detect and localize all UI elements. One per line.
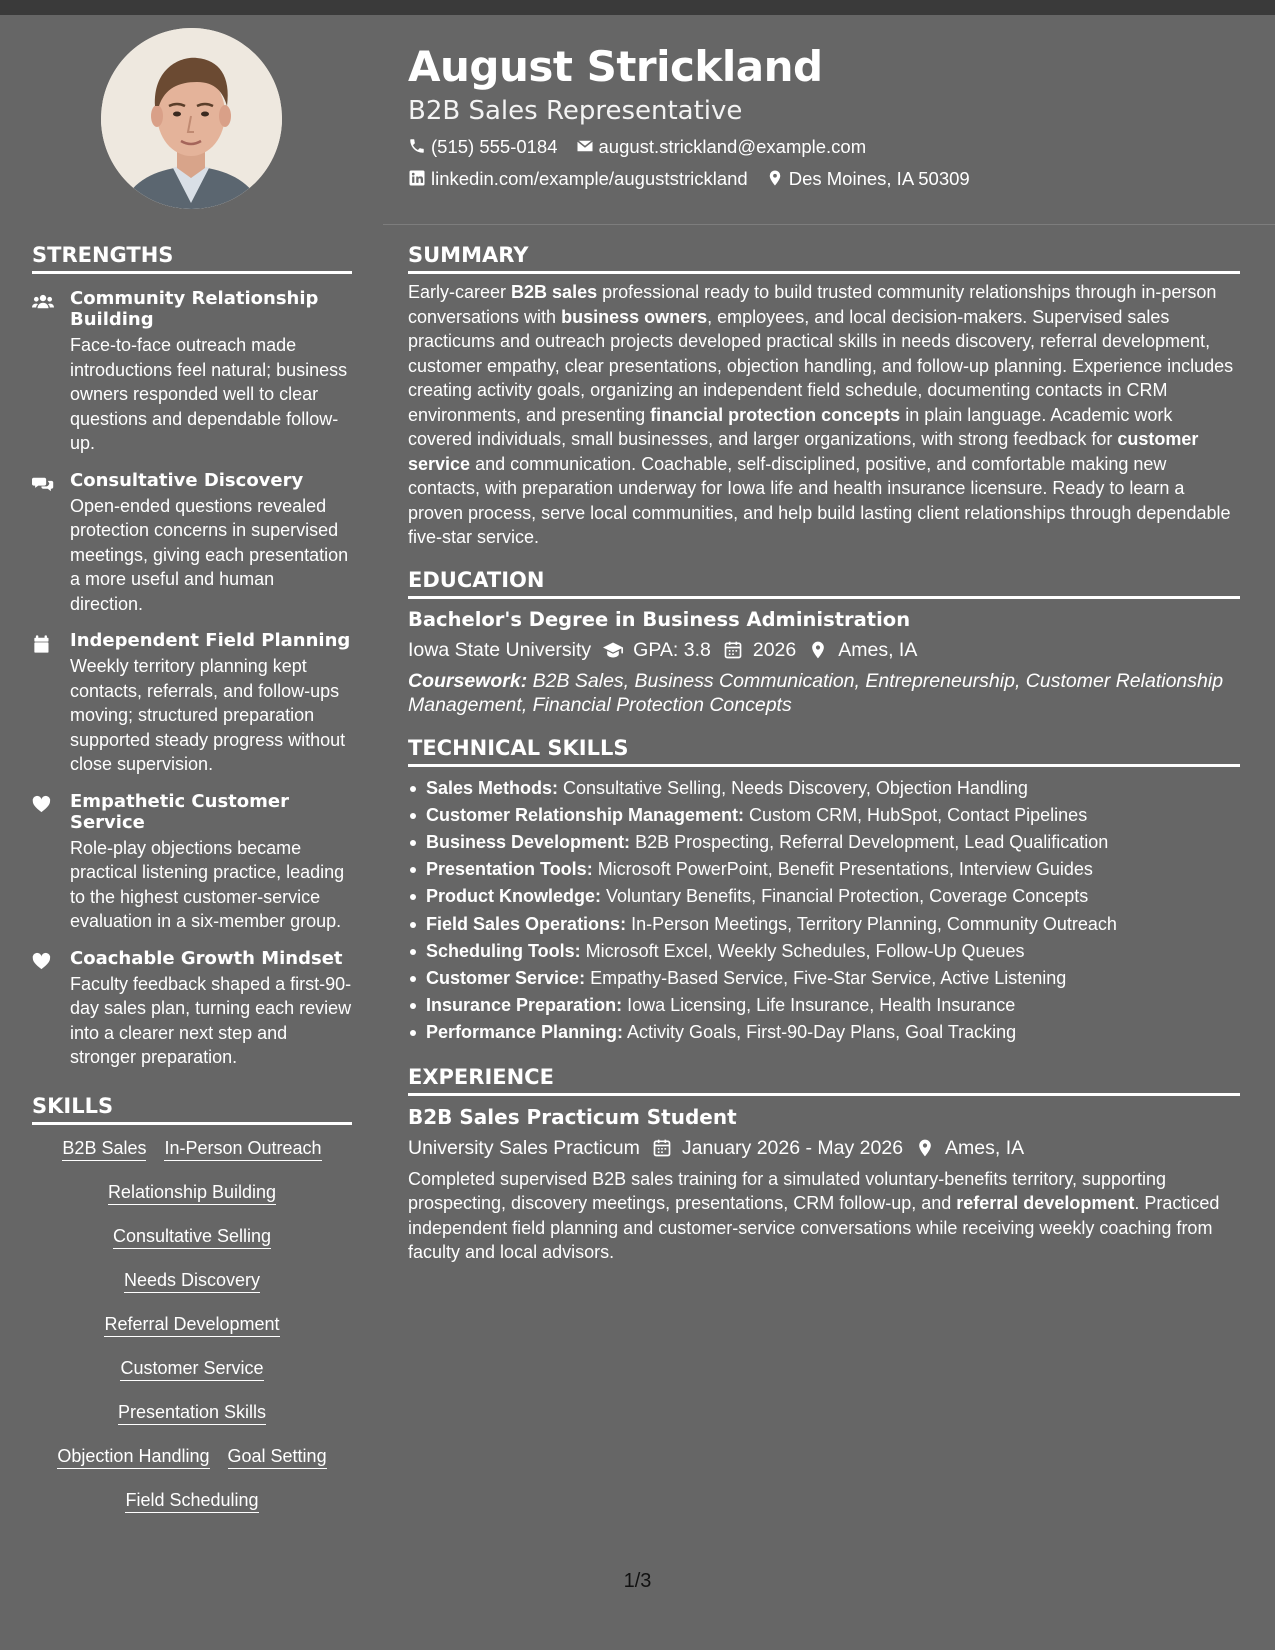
- skill-values: Microsoft PowerPoint, Benefit Presentations, Interview Guides: [592, 859, 1093, 880]
- linkedin-icon: [408, 169, 428, 189]
- summary-part: , employees, and local decision-makers. Supervised sales practicums and outreach projects developed practical skills in needs discovery, referral development, customer empathy, clear presentations, objection handling, and follow-up planning. Experience includes creating activity goals, organizing an independent field schedule, documenting contacts in CRM environments, and presenting: [408, 306, 1234, 425]
- map-pin-icon: [808, 640, 828, 660]
- phone-icon: [408, 137, 428, 157]
- organization-name: University Sales Practicum: [408, 1136, 640, 1159]
- skill-values: Empathy-Based Service, Five-Star Service, Active Listening: [585, 967, 1067, 988]
- job-title: B2B Sales Practicum Student: [408, 1104, 737, 1129]
- experience-heading: EXPERIENCE: [408, 1063, 1240, 1096]
- strength-item: [32, 288, 352, 456]
- skill-category: Product Knowledge:: [426, 886, 601, 907]
- summary-part: and communication. Coachable, self-disciplined, positive, and comfortable making new contacts, with preparation underway for Iowa life and health insurance licensure. Ready to learn a proven process, serve local communities, and help build lasting client relationships through dependable five-star service.: [408, 453, 1231, 547]
- portrait-image: [101, 28, 282, 209]
- calendar-icon: [723, 640, 743, 660]
- job-dates: January 2026 - May 2026: [681, 1136, 904, 1159]
- skill-category: Customer Relationship Management:: [426, 804, 745, 825]
- skill-tag: Presentation Skills: [118, 1401, 266, 1425]
- calendar-icon: [32, 630, 70, 777]
- skill-values: Voluntary Benefits, Financial Protection, Coverage Concepts: [601, 886, 1089, 907]
- skills-heading: SKILLS: [32, 1092, 352, 1125]
- skill-tag: Goal Setting: [228, 1445, 327, 1469]
- strength-name: Independent Field Planning: [70, 630, 351, 651]
- right-column: [408, 241, 1240, 1265]
- skill-line: [32, 1137, 352, 1161]
- list-item: [408, 992, 1240, 1019]
- list-item: [408, 911, 1240, 938]
- skill-tag: Needs Discovery: [124, 1269, 260, 1293]
- skill-line: [32, 1401, 352, 1425]
- map-pin-icon: [915, 1138, 935, 1158]
- contact-linkedin[interactable]: [408, 167, 748, 191]
- skill-values: Custom CRM, HubSpot, Contact Pipelines: [744, 804, 1088, 825]
- candidate-title: B2B Sales Representative: [408, 96, 743, 126]
- summary-heading: SUMMARY: [408, 241, 1240, 274]
- skill-category: Customer Service:: [426, 967, 586, 988]
- skill-tag: Objection Handling: [57, 1445, 209, 1469]
- summary-emphasis: B2B sales: [511, 282, 598, 302]
- skill-category: Presentation Tools:: [426, 859, 593, 880]
- skill-category: Scheduling Tools:: [426, 940, 581, 961]
- education-meta: [408, 637, 1240, 663]
- skill-category: Insurance Preparation:: [426, 995, 623, 1016]
- list-item: [408, 1019, 1240, 1046]
- skill-category: Sales Methods:: [426, 777, 559, 798]
- strength-name: Consultative Discovery: [70, 469, 304, 491]
- skill-tag: Customer Service: [120, 1357, 263, 1381]
- skill-values: B2B Prospecting, Referral Development, Lead Qualification: [630, 831, 1109, 852]
- header-divider: [383, 224, 1275, 225]
- skill-category: Field Sales Operations:: [426, 913, 627, 934]
- list-item: [408, 856, 1240, 883]
- skill-values: Microsoft Excel, Weekly Schedules, Follow-Up Queues: [580, 940, 1025, 961]
- heart-icon: [32, 791, 70, 934]
- skill-line: [32, 1489, 352, 1513]
- left-column: [32, 241, 352, 1533]
- skill-line: [32, 1269, 352, 1293]
- strength-item: [32, 791, 352, 934]
- skill-category: Business Development:: [426, 831, 631, 852]
- summary-emphasis: business owners: [561, 306, 708, 327]
- skill-values: Consultative Selling, Needs Discovery, Objection Handling: [558, 777, 1028, 798]
- strength-desc: Role-play objections became practical listening practice, leading to the highest customer-service evaluation in a six-member group.: [70, 837, 345, 931]
- education-heading: EDUCATION: [408, 566, 1240, 599]
- list-item: [408, 883, 1240, 910]
- degree-title: Bachelor's Degree in Business Administration: [408, 607, 911, 631]
- resume-page: [0, 15, 1275, 1650]
- email-text[interactable]: august.strickland@example.com: [598, 136, 867, 157]
- skill-category: Performance Planning:: [426, 1022, 624, 1043]
- skill-tags: [32, 1137, 352, 1513]
- skill-line: [32, 1313, 352, 1337]
- technical-skills-list: [408, 775, 1240, 1047]
- candidate-name: August Strickland: [408, 42, 823, 91]
- location-text: Des Moines, IA 50309: [788, 168, 970, 189]
- strength-item: [32, 948, 352, 1070]
- contact-phone: [408, 135, 558, 159]
- heart-icon: [32, 948, 70, 1070]
- school-name: Iowa State University: [408, 638, 592, 661]
- school-location: Ames, IA: [838, 638, 918, 661]
- technical-skills-heading: TECHNICAL SKILLS: [408, 734, 1240, 767]
- strength-desc: Face-to-face outreach made introductions feel natural; business owners responded well to clear questions and dependable follow-up.: [70, 335, 348, 453]
- profile-photo: [101, 28, 282, 209]
- skill-values: In-Person Meetings, Territory Planning, Community Outreach: [626, 913, 1117, 934]
- skill-tag: Relationship Building: [108, 1181, 276, 1205]
- contact-location: [766, 167, 970, 191]
- linkedin-text[interactable]: linkedin.com/example/auguststrickland: [431, 168, 748, 189]
- strengths-heading: STRENGTHS: [32, 241, 352, 274]
- list-item: [408, 965, 1240, 992]
- strength-name: Community Relationship Building: [70, 288, 319, 330]
- skill-line: [32, 1225, 352, 1249]
- contact-row-2: [408, 167, 1268, 191]
- strength-item: [32, 630, 352, 777]
- phone-text: (515) 555-0184: [431, 136, 558, 157]
- summary-part: in plain language. Academic work covered individuals, small businesses, and larger organizations, with strong feedback for: [408, 404, 1173, 449]
- skill-tag: B2B Sales: [62, 1137, 146, 1161]
- strength-name: Empathetic Customer Service: [70, 790, 289, 833]
- strength-desc: Open-ended questions revealed protection concerns in supervised meetings, giving each presentation a more useful and human direction.: [70, 495, 349, 614]
- graduation-cap-icon: [603, 640, 623, 660]
- skill-line: [32, 1357, 352, 1381]
- summary-part: Early-career: [408, 282, 512, 302]
- list-item: [408, 829, 1240, 856]
- graduation-year: 2026: [752, 638, 797, 661]
- users-icon: [32, 288, 70, 456]
- list-item: [408, 802, 1240, 829]
- map-pin-icon: [766, 169, 786, 189]
- page-indicator: 1/3: [623, 1570, 652, 1592]
- job-description: [408, 1167, 1240, 1265]
- envelope-icon: [576, 137, 596, 157]
- description-emphasis: referral development: [956, 1193, 1135, 1214]
- strength-item: [32, 470, 352, 617]
- strength-name: Coachable Growth Mindset: [70, 947, 343, 969]
- skill-line: [32, 1181, 352, 1205]
- strength-desc: Faculty feedback shaped a first-90-day sales plan, turning each review into a clearer next step and stronger preparation.: [70, 973, 352, 1067]
- skill-values: Activity Goals, First-90-Day Plans, Goal Tracking: [623, 1022, 1017, 1043]
- skill-tag: In-Person Outreach: [164, 1137, 321, 1161]
- skill-tag: Consultative Selling: [113, 1225, 271, 1249]
- summary-emphasis: financial protection concepts: [650, 404, 901, 425]
- description-part: . Practiced independent field planning and customer-service conversations while receiving weekly coaching from faculty and local advisors.: [408, 1193, 1220, 1263]
- calendar-icon: [652, 1138, 672, 1158]
- coursework-list: B2B Sales, Business Communication, Entrepreneurship, Customer Relationship Management, Financial Protection Concepts: [408, 669, 1224, 716]
- contact-email[interactable]: [576, 135, 867, 159]
- resume-header: [408, 41, 1268, 191]
- list-item: [408, 775, 1240, 802]
- contact-row-1: [408, 135, 1268, 159]
- skill-tag: Field Scheduling: [125, 1489, 258, 1513]
- description-part: Completed supervised B2B sales training for a simulated voluntary-benefits territory, supporting prospecting, discovery meetings, presentations, CRM follow-up, and: [408, 1168, 1167, 1214]
- skill-line: [32, 1445, 352, 1469]
- coursework: [408, 669, 1240, 718]
- comments-icon: [32, 470, 70, 617]
- gpa-text: GPA: 3.8: [633, 638, 711, 661]
- job-location: Ames, IA: [945, 1136, 1025, 1159]
- strength-desc: Weekly territory planning kept contacts, referrals, and follow-ups moving; structured preparation supported steady progress without close supervision.: [70, 656, 346, 774]
- coursework-label: Coursework:: [408, 669, 528, 692]
- top-bar: [0, 0, 1275, 15]
- list-item: [408, 938, 1240, 965]
- experience-meta: [408, 1135, 1240, 1161]
- summary-text: [408, 280, 1240, 550]
- summary-part: professional ready to build trusted community relationships through in-person conversations with: [408, 282, 1217, 327]
- skill-tag: Referral Development: [104, 1313, 279, 1337]
- skill-values: Iowa Licensing, Life Insurance, Health Insurance: [622, 995, 1016, 1016]
- summary-emphasis: customer service: [408, 429, 1199, 474]
